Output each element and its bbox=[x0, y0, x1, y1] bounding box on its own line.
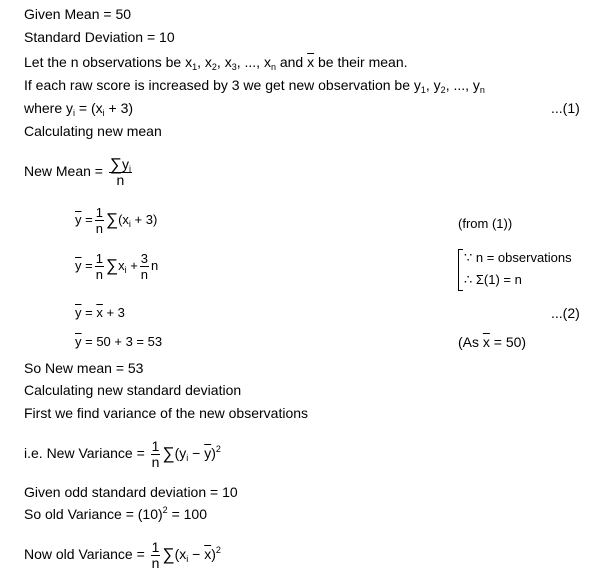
old-variance-value: = 100 bbox=[171, 506, 207, 522]
old-variance-line: So old Variance = $(10)^2 = 100$ bbox=[24, 505, 207, 522]
given-old-sd-line: Given odd standard deviation = 10 bbox=[24, 484, 238, 500]
calc-sd-line: Calculating new standard deviation bbox=[24, 382, 242, 398]
where-line: where $y_i = (x_i + 3)$ bbox=[24, 100, 134, 118]
new-mean-label: New Mean = bbox=[24, 163, 103, 180]
raw-score-line: If each raw score is increased by 3 we get new observation be $y_1$, $y_2$, ..., $y_n$ bbox=[24, 77, 485, 95]
std-dev-line: Standard Deviation = 10 bbox=[24, 29, 175, 45]
from1-ref: (from (1)) bbox=[458, 216, 513, 231]
now-old-variance-label: Now old Variance = bbox=[24, 546, 145, 563]
old-variance-text: So old Variance = (10) bbox=[24, 506, 163, 522]
new-mean-fraction: $\frac{\sum y_i}{n}$ bbox=[109, 155, 131, 188]
ybar-eq-3: $\overline{y} = \overline{x} + 3$ bbox=[75, 305, 125, 320]
where-text: where y bbox=[24, 100, 74, 116]
raw-score-text: If each raw score is increased by 3 we get new observation be y bbox=[24, 77, 421, 93]
now-old-variance-formula: Now old Variance = $\frac{1}{n}$ $\sum(x_i - \overline{x})^2$ bbox=[24, 539, 221, 571]
ybar-eq-1: $\overline{y}$ = $\frac{1}{n}$ $\sum(x_i + 3)$ bbox=[75, 205, 158, 236]
ybar-eq-2: $\overline{y}$ = $\frac{1}{n}$ $\sum x_i$ + $\frac{3}{n}$ n bbox=[75, 251, 159, 282]
so-new-mean-line: So New mean = 53 bbox=[24, 360, 144, 376]
ybar-eq-4: $\overline{y} = 50 + 3 = 53$ bbox=[75, 334, 163, 349]
new-variance-label: i.e. New Variance = bbox=[24, 445, 145, 462]
new-mean-formula bbox=[24, 155, 134, 188]
and-text: and bbox=[279, 54, 304, 70]
where-eq-text: = (x bbox=[78, 100, 103, 116]
note-sum-n: ∴ Σ(1) = n bbox=[464, 272, 522, 287]
calc-mean-line: Calculating new mean bbox=[24, 123, 162, 139]
observations-text: Let the n observations be x bbox=[24, 54, 193, 70]
as-xbar-ref: (As $\overline{x} = 50$) bbox=[458, 334, 527, 350]
first-variance-line: First we find variance of the new observations bbox=[24, 405, 309, 421]
new-variance-formula: i.e. New Variance = $\frac{1}{n}$ $\sum(y_i - \overline{y})^2$ bbox=[24, 438, 221, 470]
eq2-ref: ...(2) bbox=[551, 305, 580, 321]
where-plus-text: + 3) bbox=[108, 100, 134, 116]
eq1-ref: ...(1) bbox=[551, 100, 580, 116]
note-n-observations: ∵ n = observations bbox=[464, 250, 572, 265]
note-bracket bbox=[458, 249, 463, 291]
observations-line: Let the n observations be $x_1$, $x_2$, $x_3$, ..., $x_n$ and $\overline{x}$ be their mean. bbox=[24, 54, 408, 72]
given-mean-line: Given Mean = 50 bbox=[24, 6, 132, 22]
their-mean-text: be their mean. bbox=[318, 54, 408, 70]
